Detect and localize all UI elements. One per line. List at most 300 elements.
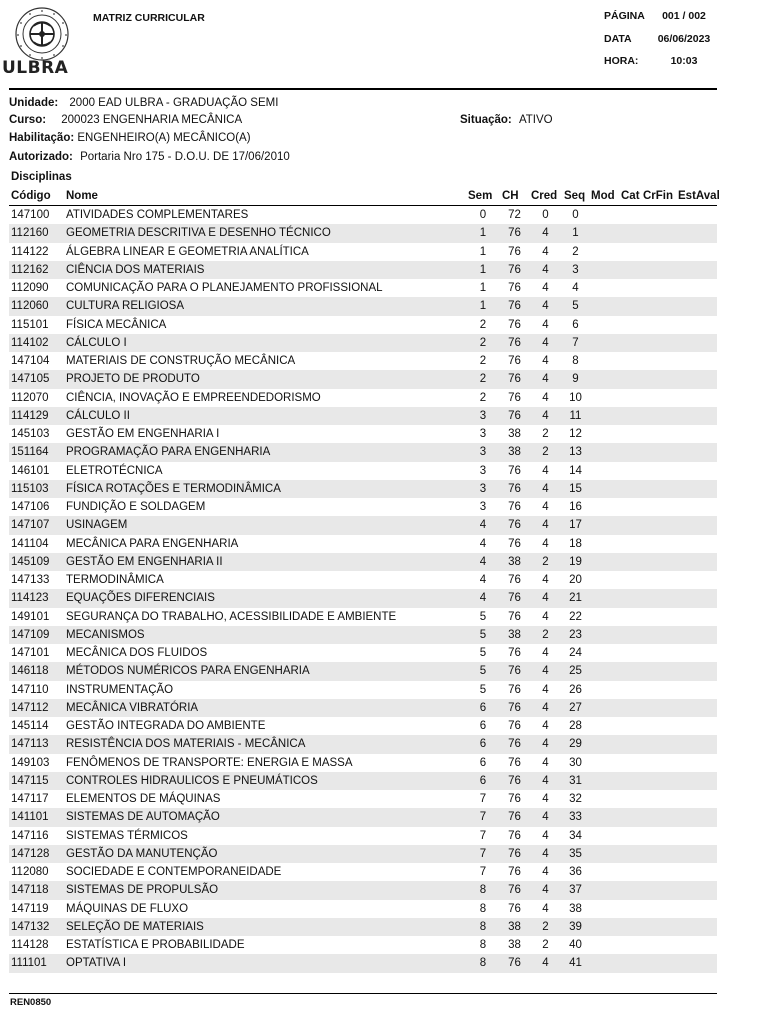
cell-codigo: 112080 [11,866,49,879]
cell-seq: 35 [562,845,589,863]
cell-sem: 5 [466,662,500,680]
cell-estaval [676,243,717,261]
cell-estaval [676,754,717,772]
cell-mod [589,735,619,753]
cell-ch: 76 [500,699,529,717]
table-row [9,936,717,954]
cell-crfin [641,516,676,534]
col-ch: CH [500,187,529,206]
cell-nome: SOCIEDADE E CONTEMPORANEIDADE [66,866,282,879]
table-row [9,206,717,225]
table-row [9,243,717,261]
cell-estaval [676,827,717,845]
table-row [9,918,717,936]
cell-cred: 4 [542,756,549,769]
cell-ch: 76 [508,756,521,769]
cell-sem: 4 [466,589,500,607]
cell-cat [619,443,641,461]
cell-cat [619,297,641,315]
cell-mod [589,644,619,662]
cell-estaval [676,954,717,972]
cell-nome: ATIVIDADES COMPLEMENTARES [66,209,249,222]
cell-nome: GEOMETRIA DESCRITIVA E DESENHO TÉCNICO [64,224,466,242]
cell-ch: 38 [508,939,521,952]
cell-nome: MECÂNICA PARA ENGENHARIA [66,537,239,550]
cell-cat [619,553,641,571]
cell-nome: PROGRAMAÇÃO PARA ENGENHARIA [64,443,466,461]
cell-mod [589,589,619,607]
cell-cat [619,389,641,407]
cell-cat [619,827,641,845]
cell-sem: 2 [479,318,487,331]
cell-mod [589,571,619,589]
time-value: 10:03 [670,55,698,67]
cell-ch: 76 [500,224,529,242]
cell-nome: USINAGEM [64,516,466,534]
cell-cred: 4 [529,881,562,899]
cell-ch: 72 [508,209,521,222]
cell-seq: 39 [562,918,589,936]
cell-cred: 4 [542,793,549,806]
cell-codigo: 114122 [11,245,49,258]
cell-seq: 15 [562,480,589,498]
cell-crfin [641,571,676,589]
cell-sem: 8 [466,881,500,899]
date-label: DATA [604,33,632,45]
cell-nome: MECANISMOS [64,626,466,644]
cell-ch: 76 [500,735,529,753]
cell-ch: 76 [508,610,521,623]
cell-nome: MÁQUINAS DE FLUXO [66,902,189,915]
cell-codigo: 114123 [9,589,64,607]
seal-icon [12,6,72,62]
cell-sem: 6 [466,735,500,753]
cell-cred: 4 [542,391,549,404]
cell-sem: 4 [466,516,500,534]
info-curso [9,114,242,126]
cell-nome: CONTROLES HIDRAULICOS E PNEUMÁTICOS [64,772,466,790]
cell-mod [589,681,619,699]
cell-ch: 76 [508,574,521,587]
table-row [9,425,717,443]
cell-mod [589,516,619,534]
cell-crfin [641,717,676,735]
cell-estaval [676,407,717,425]
cell-crfin [641,480,676,498]
table-row [9,535,717,553]
cell-sem: 8 [466,918,500,936]
cell-ch: 76 [500,881,529,899]
cell-estaval [676,717,717,735]
habilitacao-value: ENGENHEIRO(A) MECÂNICO(A) [77,132,251,144]
table-row [9,389,717,407]
cell-mod [589,316,619,334]
cell-codigo: 147116 [11,829,49,842]
cell-crfin [641,370,676,388]
cell-sem: 2 [466,370,500,388]
cell-cat [619,498,641,516]
cell-cat [619,571,641,589]
cell-cat [619,808,641,826]
table-row [9,462,717,480]
cell-estaval [676,881,717,899]
cell-estaval [676,480,717,498]
cell-estaval [676,863,717,881]
cell-codigo: 147113 [9,735,64,753]
cell-cred: 2 [529,918,562,936]
cell-codigo: 112090 [11,282,49,295]
cell-codigo: 151164 [9,443,64,461]
cell-estaval [676,936,717,954]
col-seq: Seq [562,187,589,206]
table-row [9,498,717,516]
cell-seq: 3 [562,261,589,279]
cell-mod [589,462,619,480]
time-label: HORA: [604,55,639,67]
cell-mod [589,754,619,772]
cell-codigo: 147110 [11,683,49,696]
cell-cred: 2 [529,626,562,644]
cell-seq: 0 [572,209,579,222]
page-label: PÁGINA [604,10,645,22]
cell-crfin [641,754,676,772]
cell-sem: 7 [479,793,487,806]
cell-cat [619,425,641,443]
cell-crfin [641,662,676,680]
cell-crfin [641,206,676,225]
table-row [9,808,717,826]
cell-seq: 22 [569,610,582,623]
cell-cred: 4 [542,574,549,587]
cell-cat [619,608,641,626]
cell-codigo: 141101 [9,808,64,826]
cell-cat [619,589,641,607]
col-cat: Cat [619,187,641,206]
cell-estaval [676,297,717,315]
cell-mod [589,790,619,808]
info-autorizado [9,151,290,163]
cell-codigo: 111101 [9,954,64,972]
cell-sem: 2 [466,334,500,352]
cell-cred: 4 [542,683,549,696]
logo-text: ULBRA [2,58,69,78]
cell-mod [589,243,619,261]
cell-estaval [676,462,717,480]
cell-mod [589,900,619,918]
cell-sem: 1 [466,297,500,315]
cell-seq: 9 [562,370,589,388]
cell-cred: 2 [529,443,562,461]
cell-sem: 7 [479,829,487,842]
cell-codigo: 114128 [11,939,49,952]
cell-cred: 4 [529,662,562,680]
cell-crfin [641,407,676,425]
cell-crfin [641,389,676,407]
cell-ch: 76 [508,391,521,404]
cell-nome: CIÊNCIA, INOVAÇÃO E EMPREENDEDORISMO [66,391,321,404]
cell-crfin [641,918,676,936]
cell-cat [619,243,641,261]
cell-mod [589,717,619,735]
cell-crfin [641,297,676,315]
cell-mod [589,407,619,425]
table-row [9,662,717,680]
cell-sem: 4 [466,553,500,571]
cell-sem: 3 [466,407,500,425]
cell-sem: 4 [479,574,487,587]
cell-cred: 4 [529,261,562,279]
cell-cred: 4 [529,407,562,425]
table-header-row [9,187,717,206]
table-row [9,279,717,297]
cell-nome: GESTÃO DA MANUTENÇÃO [64,845,466,863]
cell-mod [589,480,619,498]
cell-nome: OPTATIVA I [64,954,466,972]
cell-sem: 6 [479,756,487,769]
cell-codigo: 115103 [9,480,64,498]
cell-estaval [676,918,717,936]
cell-mod [589,498,619,516]
cell-codigo: 112162 [9,261,64,279]
cell-cat [619,316,641,334]
cell-crfin [641,772,676,790]
col-estaval: EstAval [676,187,717,206]
cell-cred: 4 [529,772,562,790]
cell-cat [619,754,641,772]
cell-nome: CÁLCULO II [64,407,466,425]
cell-sem: 3 [466,480,500,498]
cell-estaval [676,589,717,607]
cell-codigo: 141104 [11,537,49,550]
cell-cat [619,224,641,242]
cell-cat [619,626,641,644]
cell-sem: 3 [479,501,487,514]
cell-estaval [676,662,717,680]
table-row [9,900,717,918]
cell-sem: 3 [479,428,487,441]
cell-cred: 4 [542,902,549,915]
table-row [9,297,717,315]
cell-estaval [676,699,717,717]
table-row [9,316,717,334]
cell-crfin [641,681,676,699]
cell-cat [619,681,641,699]
cell-estaval [676,352,717,370]
table-row [9,881,717,899]
cell-crfin [641,352,676,370]
cell-mod [589,845,619,863]
cell-codigo: 147109 [9,626,64,644]
cell-estaval [676,772,717,790]
cell-codigo: 147101 [11,647,50,660]
table-row [9,735,717,753]
table-row [9,334,717,352]
situacao-label: Situação: [460,114,512,126]
cell-ch: 76 [508,464,521,477]
curso-value: 200023 ENGENHARIA MECÂNICA [61,114,243,126]
cell-codigo: 147115 [9,772,64,790]
cell-mod [589,772,619,790]
cell-cred: 4 [542,318,549,331]
cell-estaval [676,389,717,407]
cell-sem: 6 [466,699,500,717]
cell-crfin [641,553,676,571]
cell-seq: 31 [562,772,589,790]
cell-crfin [641,443,676,461]
cell-cred: 4 [542,537,549,550]
cell-seq: 14 [569,464,582,477]
cell-cred: 0 [542,209,549,222]
cell-codigo: 145103 [11,428,50,441]
disciplines-table [9,187,720,973]
table-row [9,608,717,626]
cell-codigo: 145109 [9,553,64,571]
cell-seq: 34 [569,829,582,842]
cell-cred: 4 [542,866,549,879]
cell-codigo: 112060 [9,297,64,315]
cell-mod [589,863,619,881]
cell-estaval [676,498,717,516]
cell-ch: 76 [508,720,521,733]
col-sem: Sem [466,187,500,206]
cell-ch: 76 [508,866,521,879]
cell-cred: 4 [529,954,562,972]
date-value: 06/06/2023 [657,33,711,45]
cell-sem: 8 [479,939,487,952]
cell-estaval [676,808,717,826]
table-row [9,827,717,845]
cell-codigo: 147105 [9,370,64,388]
cell-ch: 76 [500,845,529,863]
header-divider [9,88,717,90]
cell-mod [589,535,619,553]
cell-cred: 4 [529,370,562,388]
cell-estaval [676,206,717,225]
cell-crfin [641,808,676,826]
info-unidade [9,97,278,109]
cell-crfin [641,954,676,972]
cell-seq: 1 [562,224,589,242]
cell-sem: 5 [466,626,500,644]
cell-nome: SELEÇÃO DE MATERIAIS [64,918,466,936]
cell-cred: 4 [529,845,562,863]
cell-sem: 8 [466,954,500,972]
col-mod: Mod [589,187,619,206]
cell-seq: 10 [569,391,582,404]
cell-crfin [641,243,676,261]
cell-seq: 2 [572,245,579,258]
cell-nome: MECÂNICA DOS FLUIDOS [66,647,208,660]
cell-crfin [641,589,676,607]
cell-codigo: 147119 [11,902,49,915]
cell-crfin [641,535,676,553]
cell-mod [589,443,619,461]
cell-seq: 17 [562,516,589,534]
cell-estaval [676,626,717,644]
cell-cred: 2 [542,939,549,952]
cell-seq: 6 [572,318,579,331]
cell-crfin [641,936,676,954]
cell-cred: 4 [529,699,562,717]
cell-crfin [641,644,676,662]
cell-sem: 5 [479,610,487,623]
cell-nome: FÍSICA ROTAÇÕES E TERMODINÂMICA [64,480,466,498]
cell-estaval [676,735,717,753]
cell-cred: 4 [542,647,549,660]
page-value: 001 / 002 [662,10,706,22]
cell-cred: 4 [542,355,549,368]
cell-sem: 5 [479,683,487,696]
cell-ch: 76 [508,501,521,514]
cell-cat [619,881,641,899]
cell-cat [619,334,641,352]
cell-codigo: 114102 [9,334,64,352]
cell-crfin [641,735,676,753]
cell-crfin [641,699,676,717]
cell-cat [619,480,641,498]
cell-cred: 4 [542,464,549,477]
cell-codigo: 147104 [11,355,50,368]
cell-estaval [676,370,717,388]
cell-cred: 4 [529,297,562,315]
cell-cred: 4 [529,516,562,534]
cell-nome: CIÊNCIA DOS MATERIAIS [64,261,466,279]
cell-sem: 8 [479,902,487,915]
cell-estaval [676,644,717,662]
cell-sem: 1 [466,261,500,279]
cell-codigo: 147132 [9,918,64,936]
cell-seq: 24 [569,647,582,660]
cell-nome: CULTURA RELIGIOSA [64,297,466,315]
cell-crfin [641,462,676,480]
table-row [9,224,717,242]
cell-cat [619,936,641,954]
cell-sem: 6 [466,772,500,790]
cell-seq: 11 [562,407,589,425]
cell-ch: 76 [500,662,529,680]
cell-estaval [676,845,717,863]
cell-ch: 76 [500,480,529,498]
cell-crfin [641,827,676,845]
info-situacao [460,114,553,126]
table-row [9,553,717,571]
situacao-value: ATIVO [518,114,553,126]
cell-mod [589,699,619,717]
cell-seq: 16 [569,501,582,514]
cell-cat [619,279,641,297]
cell-cat [619,206,641,225]
cell-codigo: 147112 [9,699,64,717]
cell-ch: 76 [500,370,529,388]
cell-estaval [676,681,717,699]
table-row [9,370,717,388]
cell-estaval [676,334,717,352]
report-code: REN0850 [10,997,52,1008]
cell-sem: 7 [479,866,487,879]
cell-cat [619,717,641,735]
cell-cred: 4 [529,480,562,498]
cell-seq: 18 [569,537,582,550]
cell-nome: SEGURANÇA DO TRABALHO, ACESSIBILIDADE E AMBIENTE [66,610,397,623]
curso-label: Curso: [9,114,47,126]
cell-seq: 37 [562,881,589,899]
cell-mod [589,370,619,388]
cell-cat [619,735,641,753]
cell-ch: 76 [508,318,521,331]
cell-mod [589,954,619,972]
cell-codigo: 112160 [9,224,64,242]
cell-crfin [641,334,676,352]
